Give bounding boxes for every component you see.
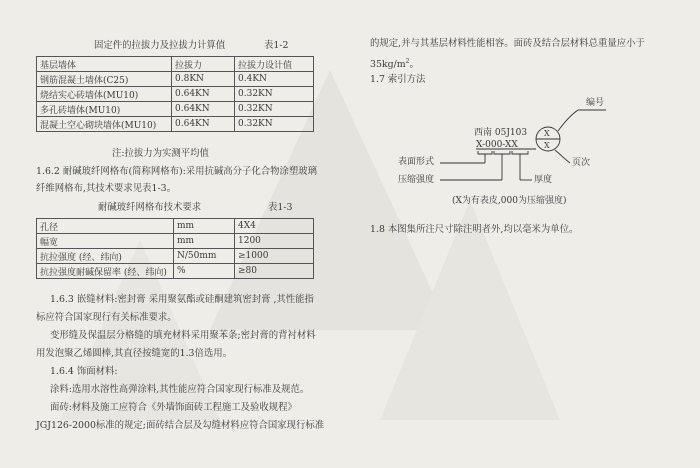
label-page: 页次 — [572, 158, 591, 168]
table-cell: % — [174, 264, 235, 279]
table-cell: ≥80 — [235, 264, 314, 279]
table1-number: 表1-2 — [264, 40, 289, 51]
diagram-caption: (X为有表皮,000为压缩强度) — [452, 196, 567, 206]
table-cell: 0.64KN — [172, 117, 235, 132]
paragraph-line: 面砖:材料及施工应符合《外墙饰面砖工程施工及验收规程》 — [50, 402, 297, 413]
table-cell: 孔径 — [37, 219, 174, 234]
paragraph-line: 标应符合国家现行有关标准要求。 — [36, 312, 177, 323]
table-cell: 幅宽 — [37, 234, 174, 249]
paragraph-line: 1.6.3 嵌缝材料:密封膏 采用聚氨酯或硅酮建筑密封膏 ,其性能指 — [50, 294, 314, 305]
label-number: 编号 — [586, 98, 605, 108]
section-heading: 1.7 索引方法 — [370, 74, 426, 85]
table1-caption: 固定件的拉拔力及拉拔力计算值 — [94, 40, 226, 51]
table-cell: 0.32KN — [235, 102, 314, 117]
label-surface-form: 表面形式 — [398, 157, 435, 167]
table2-caption: 耐碱玻纤网格布技术要求 — [98, 202, 202, 213]
table2-number: 表1-3 — [268, 202, 293, 213]
table-cell: 多孔砖墙体(MU10) — [37, 102, 172, 117]
table-header-cell: 基层墙体 — [37, 57, 172, 72]
table-cell: 钢筋混凝土墙体(C25) — [37, 72, 172, 87]
section-heading: 1.6.4 饰面材料: — [50, 366, 118, 377]
paragraph-line: 用发泡聚乙烯圆棒,其直径按缝宽的1.3倍选用。 — [36, 348, 233, 359]
superscript: 2 — [405, 58, 410, 65]
table-cell: 混凝土空心砌块墙体(MU10) — [37, 117, 172, 132]
paragraph-line: 变形缝及保温层分格缝的填充材料采用聚苯条;密封膏的背衬材料 — [50, 330, 316, 341]
circle-top-label: X — [544, 129, 550, 138]
table-header-cell: 拉拔力 — [172, 57, 235, 72]
table-cell: 0.8KN — [172, 72, 235, 87]
table-header-cell: 拉拔力设计值 — [235, 57, 314, 72]
table1-note: 注:拉拔力为实测平均值 — [112, 148, 209, 159]
label-atlas-code: 西南 05J103 — [474, 128, 528, 138]
table-cell: 0.4KN — [235, 72, 314, 87]
label-product-code: X-000-XX — [476, 140, 518, 150]
period: 。 — [409, 59, 419, 71]
table-cell: 烧结实心砖墙体(MU10) — [37, 87, 172, 102]
table-cell: mm — [174, 219, 235, 234]
table-cell: 0.32KN — [235, 87, 314, 102]
section-heading: 1.8 本图集所注尺寸除注明者外,均以毫米为单位。 — [370, 224, 579, 235]
paragraph-line: JGJ126-2000标准的规定;面砖结合层及勾缝材料应符合国家现行标准 — [36, 420, 325, 431]
table-cell: 1200 — [235, 234, 314, 249]
table-cell: ≥1000 — [235, 249, 314, 264]
table-cell: 抗拉强度 (经、纬向) — [37, 249, 174, 264]
table-cell: 抗拉强度耐碱保留率 (经、纬向) — [37, 264, 174, 279]
table-cell: mm — [174, 234, 235, 249]
paragraph-line: 1.6.2 耐碱玻纤网格布(简称网格布):采用抗碱高分子化合物涂塑玻璃 — [36, 166, 318, 177]
circle-bottom-label: X — [544, 141, 550, 150]
weight-limit: 35kg/m — [370, 59, 406, 71]
table-cell: 0.64KN — [172, 102, 235, 117]
table-cell: N/50mm — [174, 249, 235, 264]
table-cell: 0.32KN — [235, 117, 314, 132]
label-compressive-strength: 压缩强度 — [398, 175, 435, 185]
paragraph-line: 的规定,并与其基层材料性能相容。面砖及结合层材料总重量应小于 — [370, 38, 645, 49]
paragraph-line: 纤维网格布,其技术要求见表1-3。 — [36, 183, 176, 194]
table-cell: 0.64KN — [172, 87, 235, 102]
paragraph-line: 涂料:选用水溶性高弹涂料,其性能应符合国家现行标准及规范。 — [50, 384, 310, 395]
label-thickness: 厚度 — [534, 175, 553, 185]
table-cell: 4X4 — [235, 219, 314, 234]
